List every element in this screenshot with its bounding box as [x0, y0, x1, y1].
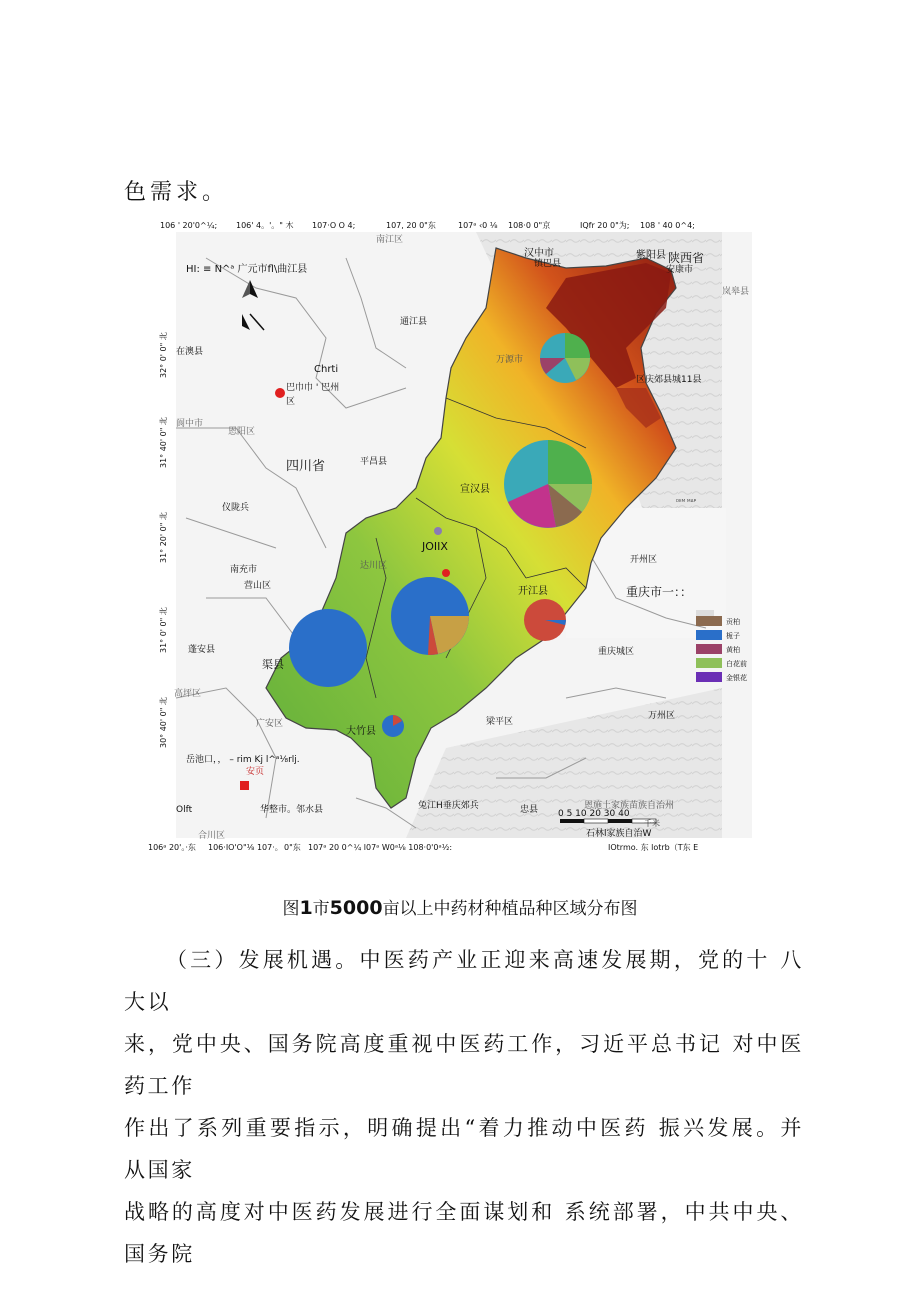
- label-shizhu: 石林l家族自治W: [586, 829, 652, 839]
- pie-qu: [289, 609, 367, 687]
- label-olft: Olft: [176, 805, 193, 815]
- coord-bottom-2: 0"东: [284, 843, 301, 852]
- legend-label: 黄柏: [726, 646, 740, 654]
- label-small-note: ᴅᴇᴍ ᴍᴀᴘ: [676, 498, 697, 504]
- caption-number: 1: [299, 897, 313, 919]
- city-marker-anyue: [240, 781, 249, 790]
- coord-top-1: 106' 4。'。" 木: [236, 221, 294, 230]
- label-nanjiang: 南江区: [376, 235, 404, 245]
- label-bazhong-2: 区: [286, 397, 296, 407]
- coord-bottom-3: 107ᵃ 20 0^¼ l07ᵃ W0ᵃ⅛ 108·0'0ᵃ½:: [308, 843, 453, 852]
- coord-top-6: IQfr 20 0"为;: [580, 221, 630, 230]
- coord-bottom-1: 106·IO'O"⅛ 107·。: [208, 843, 283, 852]
- label-peng-an: 蓬安县: [188, 645, 216, 655]
- coord-top-2: 107·O O 4;: [312, 221, 356, 230]
- coord-top-5: 108·0 0"京: [508, 221, 551, 230]
- label-dazhu: 大竹县: [346, 726, 376, 737]
- label-kaijiang: 开江县: [518, 586, 548, 597]
- label-cangxi: 在澳县: [176, 347, 204, 357]
- label-joiix: JOIIX: [422, 540, 448, 553]
- coord-top-4: 107ᵃ ‹0 ⅛: [458, 221, 498, 230]
- pie-kaijiang: [524, 599, 566, 641]
- city-marker-dachuan: [442, 569, 450, 577]
- legend-item: [696, 644, 740, 654]
- label-liangping: 梁平区: [486, 717, 514, 727]
- scale-unit: 千米: [644, 819, 660, 828]
- label-wanzhou: 万州区: [648, 711, 676, 721]
- label-xuanhan: 宣汉县: [460, 484, 490, 495]
- coord-top-0: 106 ' 20'0^¼;: [160, 221, 218, 230]
- label-wanyuan: 万源市: [496, 355, 524, 365]
- caption-mid: 市: [312, 899, 330, 919]
- label-header-note: HI: ≡ N^ᵃ 广元市fl\曲江县: [186, 264, 308, 275]
- label-zhongxian: 忠县: [520, 805, 539, 815]
- label-anyue: 安页: [246, 767, 265, 777]
- label-hanzhong: 汉中市: [524, 248, 554, 259]
- label-ankang: 安康市: [666, 265, 694, 275]
- label-chengkou: 区庆郊县城11县: [636, 375, 702, 385]
- label-enyang: 恩阳区: [228, 427, 256, 437]
- label-changshou: 兔江H垂庆郊兵: [418, 801, 479, 811]
- label-kaizhou: 开州区: [630, 555, 658, 565]
- legend-label: 栀子: [726, 632, 740, 640]
- legend-item: [696, 672, 747, 682]
- coord-bottom-4: IOtrmo. 东 lotrb（T东 E: [608, 843, 699, 852]
- label-yuechi: 岳池口，， – rim Kj l^ᵃ⅛rlj.: [186, 755, 300, 765]
- legend-label: 金银花: [726, 674, 747, 682]
- scale-numbers: 0 5 10 20 30 40: [558, 809, 630, 819]
- coord-left-2: 31° 20' 0" 北: [159, 512, 168, 563]
- coord-left-0: 32° 0' 0" 北: [159, 332, 168, 378]
- pie-xuanhan: [504, 440, 592, 528]
- pie-dachuan: [391, 577, 469, 655]
- leading-text: 色需求。: [124, 180, 229, 205]
- label-gaoping: 高坪区: [174, 689, 202, 699]
- coord-top-3: 107, 20 0"东: [386, 221, 436, 230]
- coord-bottom-0: 106ᵃ 20'。·东: [148, 843, 196, 852]
- label-chongqing-cheng: 重庆城区: [598, 647, 635, 657]
- label-zhenba: 镇巴县: [534, 259, 562, 269]
- caption-number-2: 5000: [329, 897, 383, 919]
- label-langao: 岚皋县: [722, 287, 750, 297]
- pie-dazhu: [382, 715, 404, 737]
- city-marker-bazhong: [275, 388, 285, 398]
- label-tujia: 恩施土家族苗族自治州: [584, 801, 675, 811]
- city-marker-dazhou: [434, 527, 442, 535]
- label-yilong: 仪陇兵: [222, 503, 250, 513]
- label-nanchong: 南充市: [230, 565, 258, 575]
- legend-label: 白花前: [726, 660, 747, 668]
- label-huaying: 华整市。邻水县: [260, 805, 324, 815]
- label-dachuan: 达川区: [360, 561, 388, 571]
- coord-top-7: 108 ' 40 0^4;: [640, 221, 695, 230]
- coord-left-3: 31° 0' 0" 北: [159, 607, 168, 653]
- caption-rest: 亩以上中药材种植品种区域分布图: [382, 899, 638, 919]
- pie-wanyuan: [540, 333, 590, 383]
- label-yingshan: 营山区: [244, 581, 272, 591]
- paragraph-line: 来，党中央、国务院高度重视中医药工作，习近平总书记 对中医药工作: [124, 1032, 804, 1098]
- label-chrti: Chrti: [314, 364, 339, 375]
- caption-prefix: 图: [282, 899, 300, 919]
- coord-left-1: 31° 40' 0" 北: [159, 417, 168, 468]
- label-ziyang: 紫阳县: [636, 250, 666, 261]
- legend-label: 贡柏: [726, 618, 740, 626]
- label-shaanxi: 陕西省: [668, 251, 705, 265]
- label-hechuan: 合川区: [198, 831, 226, 841]
- label-chongqing: 重庆市一：：: [626, 585, 693, 599]
- paragraph-line: 战略的高度对中医药发展进行全面谋划和 系统部署，中共中央、国务院: [124, 1200, 804, 1266]
- label-qu: 渠县: [262, 658, 284, 671]
- paragraph-line: （三）发展机遇。中医药产业正迎来高速发展期，党的十 八大以: [124, 948, 804, 1014]
- paragraph-line: 作出了系列重要指示，明确提出“着力推动中医药 振兴发展。并从国家: [124, 1116, 804, 1182]
- legend-item: [696, 616, 740, 626]
- label-langzhong: 阆中市: [176, 419, 204, 429]
- figure-caption: [0, 894, 920, 919]
- map-svg: [146, 218, 750, 852]
- label-sichuan: 四川省: [286, 459, 326, 474]
- legend-item: [696, 658, 747, 668]
- label-guang-an: 广安区: [256, 719, 284, 729]
- body-paragraph: [124, 939, 804, 1275]
- legend-item: [696, 630, 740, 640]
- label-bazhong: 巴巾巾 ' 巴州: [286, 383, 340, 393]
- label-pingchang: 平昌县: [360, 457, 388, 467]
- distribution-map-figure: [146, 218, 750, 852]
- label-tongjiang: 通江县: [400, 317, 428, 327]
- coord-left-4: 30° 40' 0" 北: [159, 697, 168, 748]
